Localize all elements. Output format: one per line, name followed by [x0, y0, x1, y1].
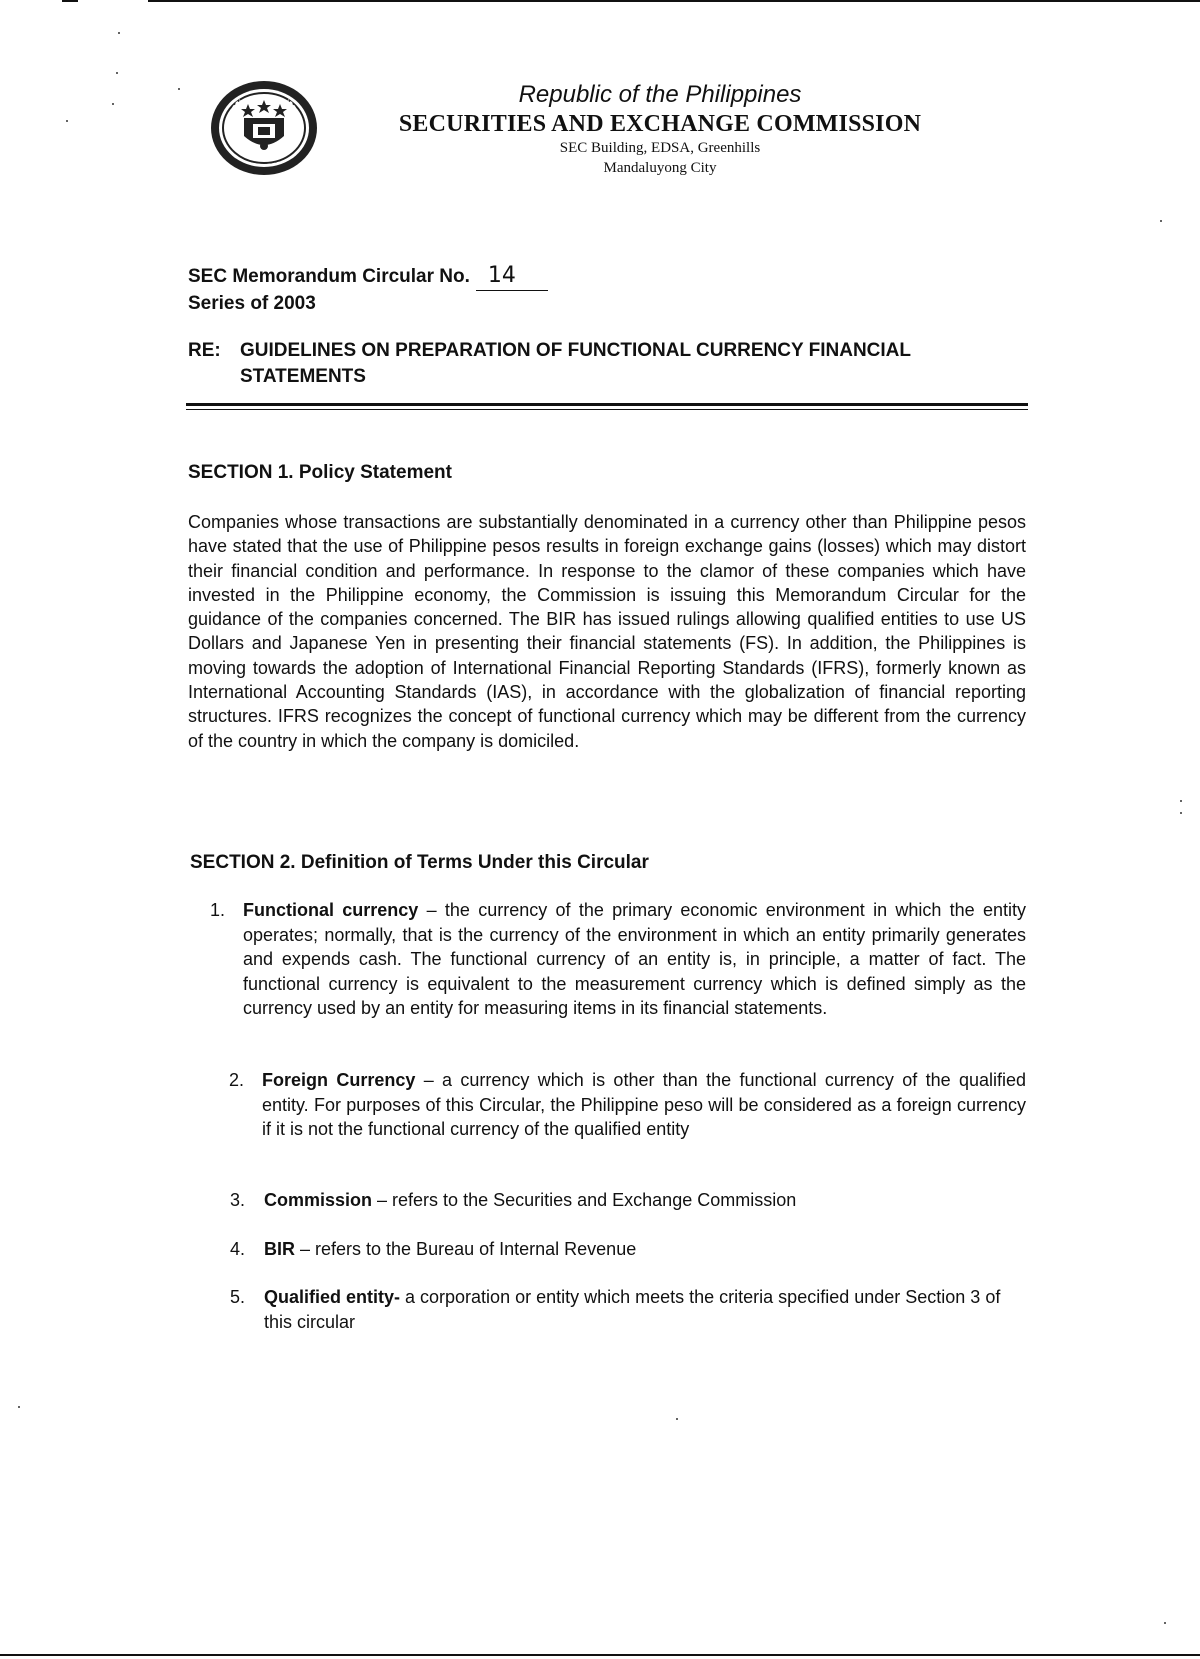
- republic-title: Republic of the Philippines: [518, 81, 802, 108]
- subject-line: [188, 338, 1028, 390]
- definition-item: [229, 1068, 1027, 1142]
- definition-number: 3.: [230, 1190, 246, 1210]
- section-2-heading: SECTION 2. Definition of Terms Under this Circular: [190, 852, 649, 873]
- definition-number: 1.: [210, 900, 226, 920]
- definition-text: a corporation or entity which meets the criteria specified under Section 3 of this circular: [264, 1287, 1001, 1332]
- scan-speck: [112, 103, 114, 105]
- scan-speck: [1180, 800, 1182, 802]
- address-line-1: SEC Building, EDSA, Greenhills: [559, 140, 761, 156]
- header-divider: [186, 403, 1028, 406]
- definition-number: 2.: [229, 1070, 245, 1090]
- definition-text: – refers to the Securities and Exchange Commission: [372, 1190, 797, 1210]
- circular-series: Series of 2003: [188, 293, 316, 314]
- section-1-body: Companies whose transactions are substantially denominated in a currency other than Philippine pesos have stated that the use of Philippine pesos results in foreign exchange gains (losses) which may distort their financial condition and performance. In response to the clamor of these companies which have invested in the Philippine economy, the Commission is issuing this Memorandum Circular for the guidance of the companies concerned. The BIR has issued rulings allowing qualified entities to use US Dollars and Japanese Yen in presenting their financial statements (FS). In addition, the Philippines is moving towards the adoption of International Financial Reporting Standards (IFRS), formerly known as International Accounting Standards (IAS), in accordance with the globalization of financial reporting structures. IFRS recognizes the concept of functional currency which may be different from the currency of the country in which the company is domiciled.: [188, 512, 1026, 751]
- address-line-2: Mandaluyong City: [603, 160, 717, 176]
- definition-term: Commission: [264, 1190, 373, 1210]
- definition-term: Functional currency: [243, 900, 419, 920]
- circular-number-blank: [476, 263, 548, 291]
- scan-speck: [118, 32, 120, 34]
- scan-speck: [66, 120, 68, 122]
- definition-text: – the currency of the primary economic environment in which the entity operates; normally, that is the currency of the environment in which an entity primarily generates and expends cash. The functional currency of an entity is, in principle, a matter of fact. The functional currency is equivalent to the measurement currency which is defined simply as the currency used by an entity for measuring items in its financial statements.: [243, 900, 1026, 1018]
- definition-text: – refers to the Bureau of Internal Revenue: [295, 1239, 637, 1259]
- circular-label: SEC Memorandum Circular No.: [188, 266, 470, 287]
- scan-speck: [116, 72, 118, 74]
- scan-speck: [18, 1406, 20, 1408]
- definition-item: [230, 1237, 1026, 1262]
- agency-name: SECURITIES AND EXCHANGE COMMISSION: [398, 111, 922, 137]
- header-divider-thin: [186, 409, 1028, 410]
- scan-speck: [178, 88, 180, 90]
- definition-number: 4.: [230, 1239, 246, 1259]
- definition-number: 5.: [230, 1287, 246, 1307]
- scan-bottom-border: [0, 1654, 1200, 1656]
- subject-text: GUIDELINES ON PREPARATION OF FUNCTIONAL CURRENCY FINANCIAL STATEMENTS: [240, 340, 911, 387]
- scan-speck: [676, 1418, 678, 1420]
- definition-term: Foreign Currency: [262, 1070, 416, 1090]
- definition-term: Qualified entity-: [264, 1287, 401, 1307]
- scan-speck: [1160, 220, 1162, 222]
- scan-speck: [1180, 812, 1182, 814]
- definition-item: [230, 1285, 1026, 1334]
- definition-text: – a currency which is other than the functional currency of the qualified entity. For purposes of this Circular, the Philippine peso will be considered as a foreign currency if it is not the functional currency of the qualified entity: [262, 1070, 1027, 1139]
- letterhead: [300, 80, 1020, 178]
- scan-top-border: [148, 0, 1200, 2]
- definition-term: BIR: [264, 1239, 295, 1259]
- definition-item: [230, 1188, 1026, 1213]
- circular-info: [188, 263, 548, 317]
- scan-speck: [1164, 1622, 1166, 1624]
- subject-label: RE:: [188, 340, 221, 361]
- circular-number: 14: [487, 263, 516, 288]
- scan-edge-mark: [62, 0, 78, 2]
- section-1-heading: SECTION 1. Policy Statement: [188, 462, 452, 483]
- definition-item: [210, 898, 1026, 1021]
